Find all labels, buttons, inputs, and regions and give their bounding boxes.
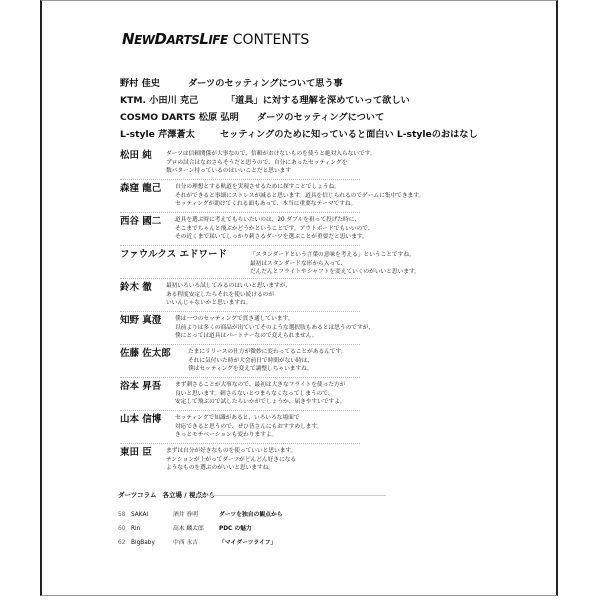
- comment-text: 僕は一つのセッティングで貫き通しています。 以前よりは多くの商品が出ていてそのような選択肢もあるとは思うのですが、 僕にとっては道具はパートナーなので変えられません。: [175, 316, 375, 340]
- divider: [120, 179, 360, 180]
- column-row[interactable]: [118, 522, 478, 536]
- comment-text: 自分の理想とする軌道を実現させるために探すことでしょうね。 それができると事細にストレスが減ると思います。道具を信じられるのでゲームに集中できます。 セッティングが助けてくれる面もあって、本当に重要なテーマですね。: [175, 184, 425, 208]
- feature-item[interactable]: [120, 109, 478, 126]
- comment-text: 「スタンダードという言葉の意味を考える」ということですね。 最初はスタンダードな形から入って、 だんだんとフライトやシャフトを変えていくのがいいと思います。: [250, 252, 420, 276]
- divider: [120, 212, 360, 213]
- feature-title: セッティングのために知っていると面白い L-styleのおはなし: [220, 129, 478, 140]
- contents-heading: CONTENTS: [232, 32, 310, 48]
- column-name: Rin: [131, 526, 141, 532]
- page-number: 60: [118, 526, 126, 532]
- feature-author: KTM. 小田川 克己: [120, 95, 199, 106]
- comment-text: まずは自分が好きなものを使っていいと思います。 テンションが上がってダーツがどんどん好きになる ようなものを選ぶのがいいと思いますね。: [166, 448, 297, 472]
- divider: [120, 377, 360, 378]
- feature-list: [120, 75, 478, 143]
- column-name: SAKAI: [131, 512, 149, 518]
- column-row[interactable]: [118, 508, 478, 522]
- brand-logo: NEWDARTSLIFE: [122, 30, 228, 48]
- divider: [120, 410, 360, 411]
- player-name: 佐藤 佐太郎: [120, 348, 171, 359]
- column-title-text: PDC の魅力: [219, 526, 252, 532]
- comment-text: セッティングで知識があると、いろいろな場面で 対応できると思うので、ぜひ皆さんにもおすすめします。 きっとモチベーションも変わりますよ。: [175, 415, 323, 439]
- column-author: 高木 麟太郎: [173, 526, 204, 532]
- feature-item[interactable]: [120, 75, 478, 92]
- page-number: 62: [118, 540, 126, 546]
- player-name: 知野 真澄: [120, 315, 162, 326]
- column-section: [118, 490, 478, 550]
- comment-text: 最初いろいろ試してみるのはいいと思いますが、 ある程度安定したらそれを使い続けるのが いいんじゃないかと思いますね。: [166, 283, 292, 307]
- feature-author: L-style 芹澤蒼太: [120, 129, 195, 140]
- feature-title: ダーツのセッティングについて: [257, 112, 385, 123]
- feature-title: ダーツのセッティングについて思う事: [188, 78, 343, 89]
- player-name: 東田 臣: [120, 447, 152, 458]
- column-name: BigBaby: [131, 540, 155, 546]
- player-name: ファウルクス エドワード: [120, 249, 228, 260]
- divider: [120, 443, 360, 444]
- comment-text: 道具を選ぶ時に考えてもらいたいのは、20 ダブルを狙って投げた時に、 そこまでちゃんと飛ぶかどうかということです。アウトボードでもいいので、 その近くまで届いてしっかり刺さるダーツを選ぶことが重要だと思います。: [175, 217, 374, 241]
- player-name: 浴本 昇吾: [120, 381, 162, 392]
- divider: [120, 245, 360, 246]
- masthead-logo: [122, 30, 309, 48]
- comment-text: たまにリリースの仕方が微妙に変わってることがあるんです。 それに気付いた時が大会前日で時間がない時は、 僕はセッティングを変えて調整しちゃいますね。: [188, 349, 347, 373]
- feature-author: COSMO DARTS 松原 弘明: [120, 112, 239, 123]
- comment-text: まず刺さることが大事なので、最初は大きなフライトを使った方が 良いと思います。刺さらないとつまらなくなってしまうので、 安定して飛ぶので試したらいかがでしょうか、届きやすいですよ。: [175, 382, 346, 406]
- divider: [120, 311, 360, 312]
- player-name: 西谷 國二: [120, 216, 162, 227]
- divider: [120, 278, 360, 279]
- comment-text: ダーツは信頼関係が大事なので、信頼がおけないものを使うと絶対入らないです。 プロの試合はなおさらそうだと思うので、自分にあったセッティングを 数パターン持っているのはいいことだと思います: [166, 151, 376, 175]
- feature-item[interactable]: [120, 92, 478, 109]
- column-author: 中西 永吉: [173, 540, 199, 546]
- column-title-text: ダーツを独自の観点から: [219, 512, 283, 518]
- column-subtitle: 各立場 / 視点から: [162, 491, 215, 499]
- column-author: 酒井 眷明: [173, 512, 199, 518]
- divider: [120, 344, 360, 345]
- column-title: ダーツコラム: [118, 491, 157, 499]
- feature-author: 野村 佳史: [120, 78, 160, 89]
- player-name: 山本 信博: [120, 414, 162, 425]
- feature-title: 「道具」に対する理解を深めていって欲しい: [226, 95, 410, 106]
- player-name: 松田 純: [120, 150, 152, 161]
- column-row[interactable]: [118, 536, 478, 550]
- player-name: 森窪 龍己: [120, 183, 162, 194]
- player-name: 鈴木 徹: [120, 282, 152, 293]
- page-number: 58: [118, 512, 126, 518]
- column-title-text: 「マイダーツライフ」: [219, 540, 277, 546]
- column-rule: [196, 495, 386, 496]
- feature-item[interactable]: [120, 126, 478, 143]
